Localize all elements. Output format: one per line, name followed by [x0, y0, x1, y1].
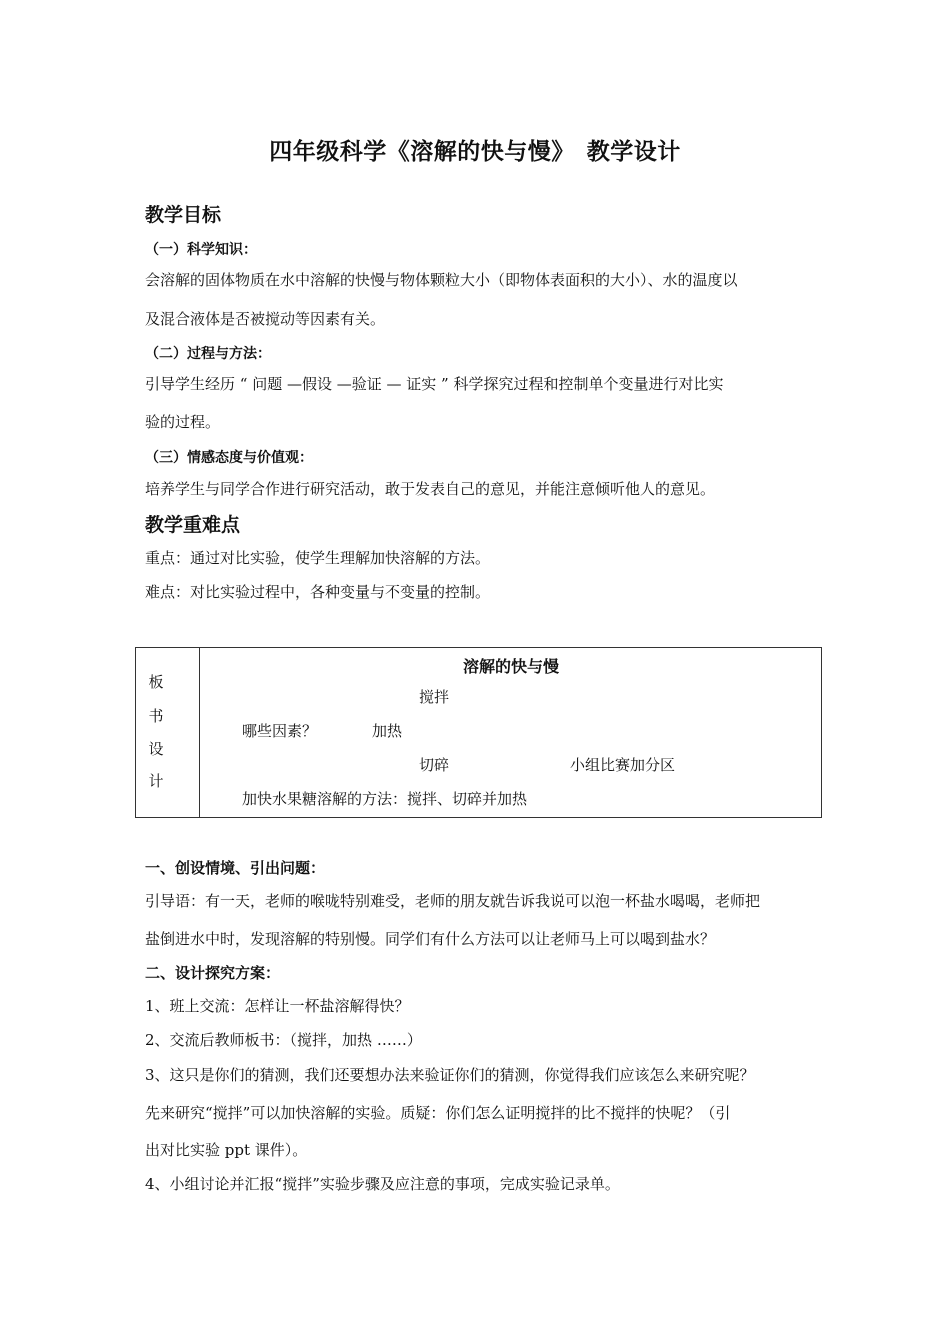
- document-title: 四年级科学《溶解的快与慢》 教学设计: [269, 139, 681, 165]
- section2-item3-line1: 3、这只是你们的猜测，我们还要想办法来验证你们的猜测，你觉得我们应该怎么来研究呢？: [145, 1066, 755, 1084]
- board-stir: 搅拌: [419, 688, 450, 706]
- section2-item3-line3: 出对比实验 ppt 课件）。: [145, 1141, 308, 1159]
- section1-heading: 一、创设情境、引出问题：: [145, 859, 326, 877]
- process-text-line1: 引导学生经历 “ 问题 —假设 —验证 — 证实 ” 科学探究过程和控制单个变量进行对比实: [145, 375, 724, 393]
- emotion-text-line1: 培养学生与同学合作进行研究活动，敢于发表自己的意见，并能注意倾听他人的意见。: [145, 480, 716, 498]
- board-label-char: 设: [148, 740, 164, 758]
- key-point-text: 重点：通过对比实验，使学生理解加快溶解的方法。: [145, 549, 491, 567]
- section2-item2: 2、交流后教师板书：（搅拌，加热 ……）: [145, 1031, 422, 1049]
- knowledge-text-line2: 及混合液体是否被搅动等因素有关。: [145, 310, 386, 328]
- goals-heading: 教学目标: [145, 204, 222, 226]
- keypoints-heading: 教学重难点: [145, 514, 241, 536]
- section2-heading: 二、设计探究方案：: [145, 964, 281, 982]
- section2-item4: 4、小组讨论并汇报“搅拌”实验步骤及应注意的事项，完成实验记录单。: [145, 1175, 620, 1193]
- board-group-score: 小组比赛加分区: [570, 756, 676, 774]
- emotion-heading: （三）情感态度与价值观：: [145, 450, 313, 466]
- section2-item3-line2: 先来研究“搅拌”可以加快溶解的实验。质疑：你们怎么证明搅拌的比不搅拌的快呢？（引: [145, 1104, 731, 1122]
- section1-line1: 引导语：有一天，老师的喉咙特别难受，老师的朋友就告诉我说可以泡一杯盐水喝喝，老师把: [145, 892, 761, 910]
- knowledge-text-line1: 会溶解的固体物质在水中溶解的快慢与物体颗粒大小（即物体表面积的大小）、水的温度以: [145, 271, 738, 289]
- board-chop: 切碎: [419, 756, 450, 774]
- section2-item1: 1、班上交流：怎样让一杯盐溶解得快？: [145, 997, 410, 1015]
- board-method: 加快水果糖溶解的方法：搅拌、切碎并加热: [242, 790, 528, 808]
- knowledge-heading: （一）科学知识：: [145, 242, 257, 258]
- section1-line2: 盐倒进水中时，发现溶解的特别慢。同学们有什么方法可以让老师马上可以喝到盐水？: [145, 930, 716, 948]
- process-text-line2: 验的过程。: [145, 413, 221, 431]
- board-title: 溶解的快与慢: [462, 657, 559, 676]
- board-label-char: 板: [148, 673, 164, 691]
- board-factors: 哪些因素？: [242, 722, 318, 740]
- board-label-char: 计: [148, 772, 164, 790]
- board-design-table: [135, 647, 822, 818]
- process-heading: （二）过程与方法：: [145, 346, 271, 362]
- board-label-char: 书: [148, 707, 164, 725]
- difficult-point-text: 难点：对比实验过程中，各种变量与不变量的控制。: [145, 583, 491, 601]
- board-heat: 加热: [372, 722, 403, 740]
